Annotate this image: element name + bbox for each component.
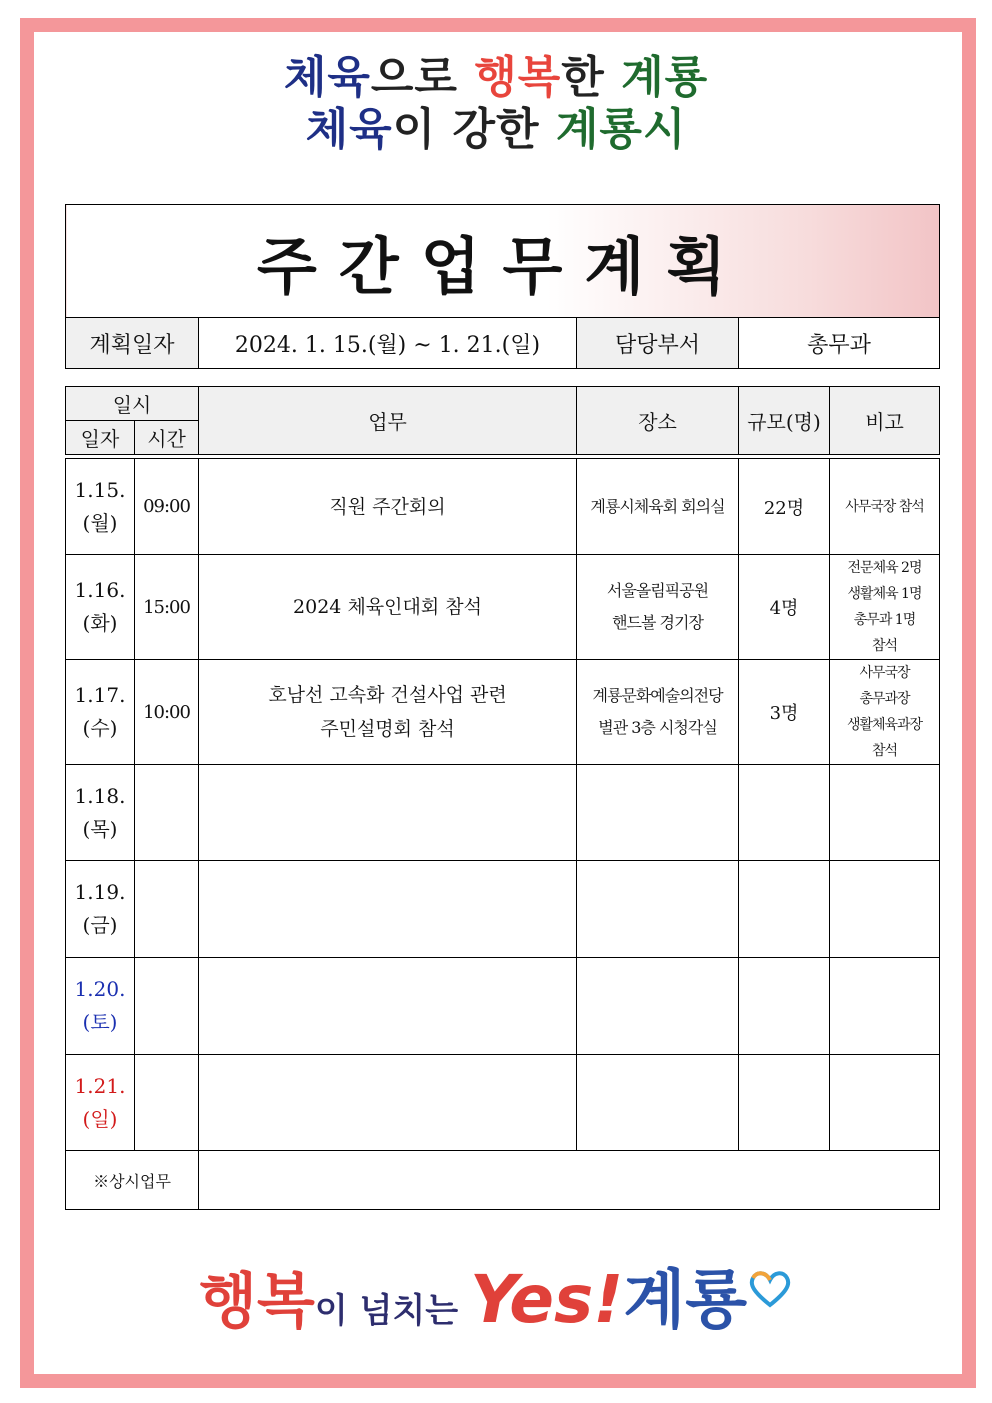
- row-task: [199, 1055, 577, 1151]
- day-text: (월): [82, 510, 118, 535]
- table-row: [66, 459, 940, 555]
- row-place: [577, 555, 739, 660]
- row-place: [577, 765, 739, 861]
- always-row: [66, 1151, 940, 1210]
- table-row: [66, 861, 940, 958]
- header-time: 시간: [135, 421, 199, 455]
- place-line: 서울올림픽공원: [606, 581, 709, 600]
- slogan-word: 행복: [198, 1267, 315, 1337]
- row-date: [66, 555, 135, 660]
- row-date: [66, 459, 135, 555]
- row-date: [66, 660, 135, 765]
- row-task: [199, 765, 577, 861]
- row-place: [577, 861, 739, 958]
- row-place: [577, 1055, 739, 1151]
- row-time: [135, 765, 199, 861]
- slogan-word: 한: [561, 52, 622, 103]
- slogan-word: 계룡시: [555, 104, 687, 155]
- date-text: 1.16.: [74, 578, 126, 602]
- row-time: [135, 1055, 199, 1151]
- row-note: [830, 459, 940, 555]
- slogan-top: [0, 52, 992, 156]
- note-line: 전문체육 2명: [847, 560, 922, 576]
- table-row: [66, 1055, 940, 1151]
- header-date: 일자: [66, 421, 135, 455]
- row-place: [577, 660, 739, 765]
- plan-date-value: 2024. 1. 15.(월) ~ 1. 21.(일): [199, 318, 577, 369]
- always-task-value: [199, 1151, 940, 1210]
- place-line: 계룡시체육회 회의실: [590, 496, 725, 516]
- slogan-word: 체육: [283, 52, 371, 103]
- row-scale: [739, 861, 830, 958]
- row-task: [199, 958, 577, 1055]
- slogan-word: 행복: [474, 52, 562, 103]
- title-table: [65, 204, 940, 369]
- row-task: [199, 861, 577, 958]
- row-note: [830, 958, 940, 1055]
- header-datetime: 일시: [66, 387, 199, 421]
- slogan-top-line-1: [0, 52, 992, 104]
- day-text: (일): [82, 1106, 118, 1131]
- row-task: [199, 555, 577, 660]
- day-text: (금): [82, 913, 118, 937]
- note-line: 총무과 1명: [853, 612, 916, 628]
- row-scale: 4명: [739, 555, 830, 660]
- note-line: 사무국장 참석: [845, 498, 924, 515]
- row-time: 10:00: [135, 660, 199, 765]
- note-line: 참석: [871, 638, 898, 654]
- row-date: [66, 861, 135, 958]
- date-text: 1.19.: [74, 880, 126, 904]
- row-note: [830, 861, 940, 958]
- row-time: [135, 958, 199, 1055]
- date-text: 1.20.: [74, 977, 126, 1001]
- row-scale: 3명: [739, 660, 830, 765]
- row-date: [66, 958, 135, 1055]
- place-line: 계룡문화예술의전당: [592, 686, 723, 705]
- row-date: [66, 1055, 135, 1151]
- row-time: 15:00: [135, 555, 199, 660]
- slogan-word: 으로: [370, 52, 475, 103]
- slogan-word: 계룡: [623, 1264, 748, 1338]
- task-line: 호남선 고속화 건설사업 관련: [268, 684, 507, 706]
- row-place: [577, 958, 739, 1055]
- task-line: 2024 체육인대회 참석: [293, 596, 482, 618]
- slogan-word: 체육: [305, 104, 393, 155]
- slogan-word: Yes!: [469, 1261, 624, 1338]
- slogan-top-line-2: [0, 104, 992, 156]
- note-line: 생활체육과장: [846, 717, 923, 733]
- heart-icon: [747, 1254, 793, 1354]
- row-scale: [739, 958, 830, 1055]
- date-text: 1.18.: [74, 783, 126, 808]
- row-note: [830, 555, 940, 660]
- row-scale: [739, 765, 830, 861]
- header-task: 업무: [199, 387, 577, 455]
- table-row: [66, 958, 940, 1055]
- dept-label: 담당부서: [577, 318, 739, 369]
- header-place: 장소: [577, 387, 739, 455]
- table-row: [66, 555, 940, 660]
- dept-value: 총무과: [739, 318, 940, 369]
- slogan-word: 이 강한: [392, 104, 556, 155]
- date-text: 1.17.: [74, 683, 126, 707]
- note-line: 생활체육 1명: [847, 586, 922, 602]
- row-note: [830, 765, 940, 861]
- row-note: [830, 1055, 940, 1151]
- place-line: 별관 3층 시청각실: [598, 718, 717, 737]
- table-row: [66, 660, 940, 765]
- place-line: 핸드볼 경기장: [612, 613, 703, 632]
- day-text: (목): [82, 816, 118, 841]
- row-time: [135, 861, 199, 958]
- plan-date-label: 계획일자: [66, 318, 199, 369]
- row-scale: [739, 1055, 830, 1151]
- header-scale: 규모(명): [739, 387, 830, 455]
- schedule-table: [65, 386, 940, 1210]
- row-place: [577, 459, 739, 555]
- date-text: 1.15.: [74, 477, 126, 502]
- row-task: [199, 660, 577, 765]
- row-date: [66, 765, 135, 861]
- row-task: [199, 459, 577, 555]
- day-text: (화): [82, 611, 118, 635]
- row-note: [830, 660, 940, 765]
- day-text: (토): [82, 1010, 118, 1034]
- note-line: 참석: [871, 743, 898, 759]
- note-line: 사무국장: [859, 665, 910, 681]
- document-title: 주간업무계획: [66, 205, 940, 318]
- task-line: 직원 주간회의: [329, 495, 446, 518]
- date-text: 1.21.: [74, 1073, 126, 1098]
- row-time: 09:00: [135, 459, 199, 555]
- day-text: (수): [82, 716, 118, 740]
- header-note: 비고: [830, 387, 940, 455]
- slogan-bottom: [0, 1250, 992, 1367]
- note-line: 총무과장: [859, 691, 910, 707]
- slogan-word: 이 넘치는: [314, 1291, 470, 1331]
- row-scale: 22명: [739, 459, 830, 555]
- table-row: [66, 765, 940, 861]
- always-task-label: ※상시업무: [66, 1151, 199, 1210]
- slogan-word: 계룡: [621, 52, 709, 103]
- task-line: 주민설명회 참석: [320, 718, 455, 740]
